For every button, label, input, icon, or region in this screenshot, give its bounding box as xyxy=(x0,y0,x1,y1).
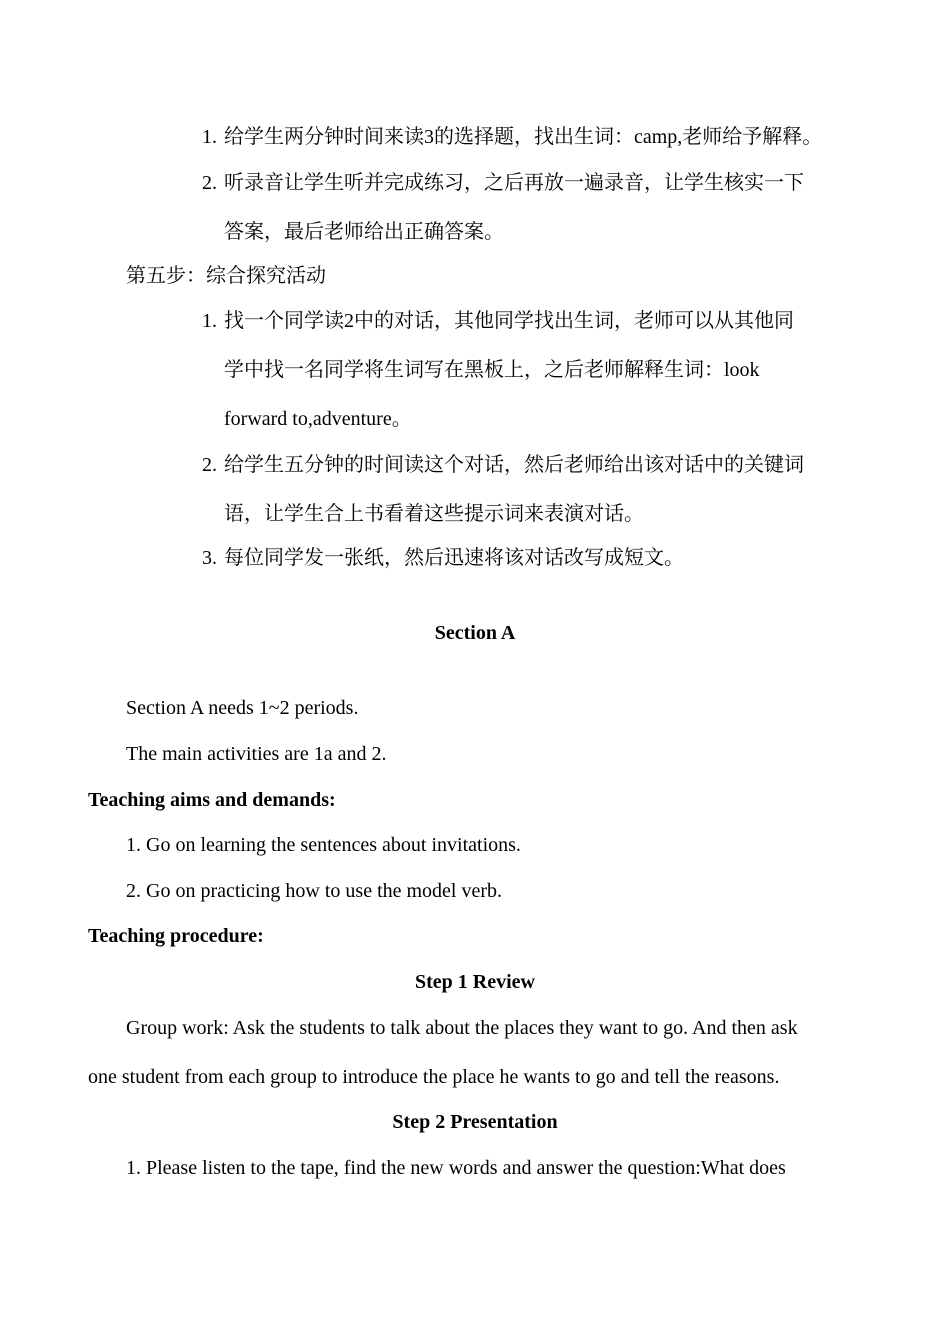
paragraph: 1. Please listen to the tape, find the new words and answer the question:What does xyxy=(126,1157,786,1179)
list-item-text: 给学生五分钟的时间读这个对话，然后老师给出该对话中的关键词 xyxy=(224,454,804,476)
list-item-text: 听录音让学生听并完成练习，之后再放一遍录音，让学生核实一下 xyxy=(224,172,804,194)
section-title: Section A xyxy=(434,622,516,644)
list-number: 3. xyxy=(202,547,217,569)
list-number: 1. xyxy=(202,126,217,148)
list-item-text: 找一个同学读2中的对话，其他同学找出生词，老师可以从其他同 xyxy=(224,310,794,332)
list-item-text: 每位同学发一张纸，然后迅速将该对话改写成短文。 xyxy=(224,547,684,569)
paragraph: Section A needs 1~2 periods. xyxy=(126,697,359,719)
list-item-text: forward to,adventure。 xyxy=(224,408,412,430)
list-number: 1. xyxy=(202,310,217,332)
list-number: 2. xyxy=(202,172,217,194)
list-item-text: 学中找一名同学将生词写在黑板上，之后老师解释生词：look xyxy=(224,359,760,381)
list-number: 2. xyxy=(202,454,217,476)
step-title: Step 2 Presentation xyxy=(392,1111,558,1133)
paragraph: Group work: Ask the students to talk about the places they want to go. And then ask xyxy=(126,1017,798,1039)
step-heading: 第五步：综合探究活动 xyxy=(126,265,326,287)
paragraph: The main activities are 1a and 2. xyxy=(126,743,387,765)
aim-item: 2. Go on practicing how to use the model verb. xyxy=(126,880,503,902)
list-item-text: 答案，最后老师给出正确答案。 xyxy=(224,221,504,243)
paragraph: one student from each group to introduce the place he wants to go and tell the reasons. xyxy=(88,1066,780,1088)
list-item-text: 给学生两分钟时间来读3的选择题，找出生词：camp,老师给予解释。 xyxy=(224,126,823,148)
step-title: Step 1 Review xyxy=(415,971,535,993)
procedure-heading: Teaching procedure: xyxy=(88,925,264,947)
list-item-text: 语，让学生合上书看着这些提示词来表演对话。 xyxy=(224,503,644,525)
aim-item: 1. Go on learning the sentences about invitations. xyxy=(126,834,521,856)
aims-heading: Teaching aims and demands: xyxy=(88,789,336,811)
